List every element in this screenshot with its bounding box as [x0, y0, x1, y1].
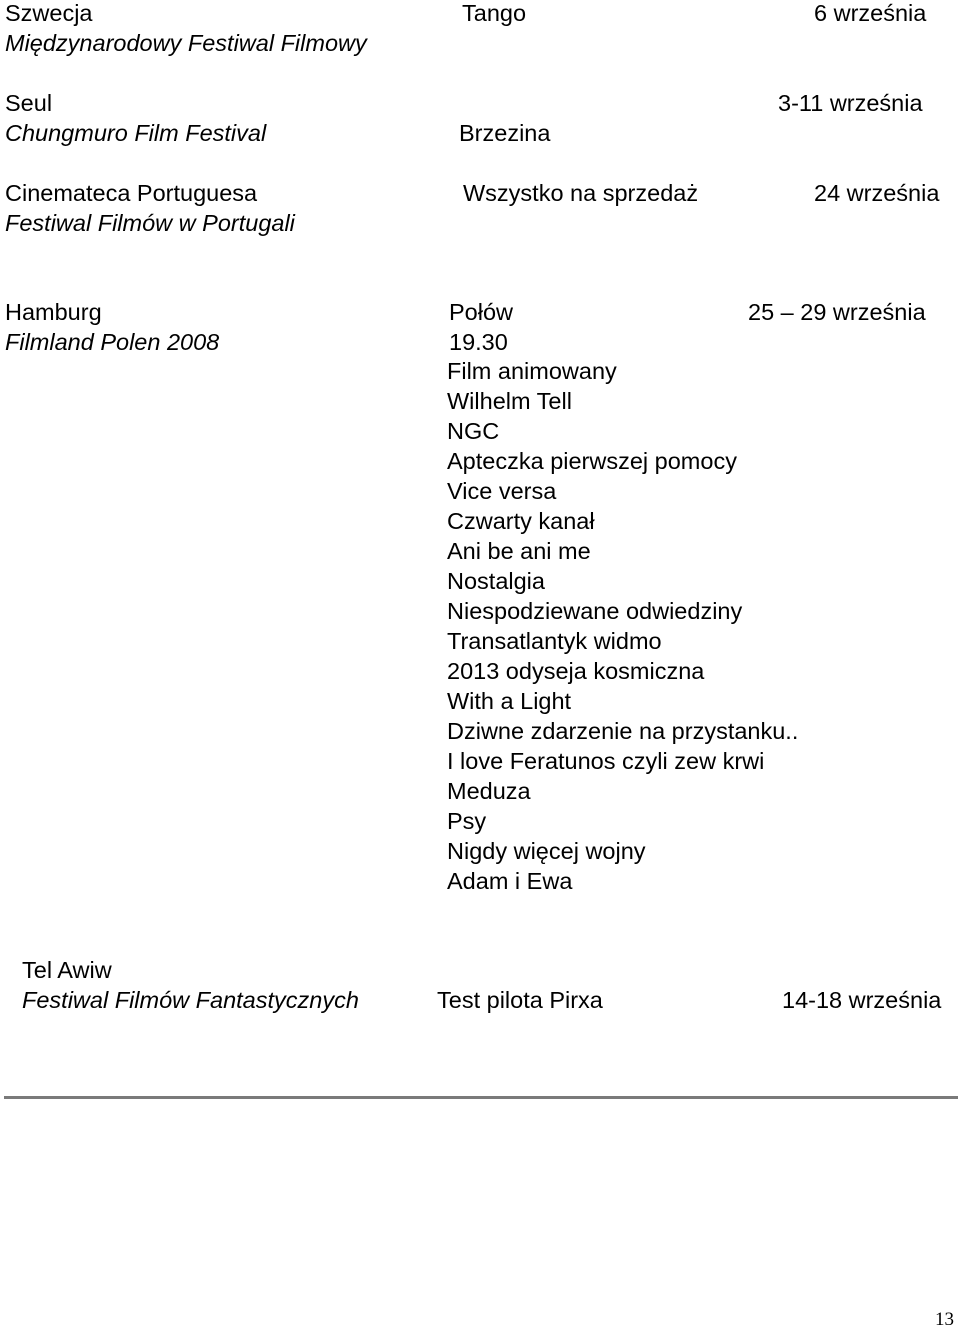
program-list [447, 356, 798, 896]
entry-film: Test pilota Pirxa [437, 987, 603, 1013]
footer-divider [4, 1096, 958, 1099]
program-item: I love Feratunos czyli zew krwi [447, 748, 765, 774]
program-item: Dziwne zdarzenie na przystanku.. [447, 718, 799, 744]
program-item: Wilhelm Tell [447, 388, 572, 414]
entry-city: Seul [5, 90, 53, 116]
entry-date: 25 – 29 września [748, 299, 926, 325]
program-item: Nigdy więcej wojny [447, 838, 646, 864]
entry-film: Brzezina [459, 120, 551, 146]
entry-film: Połów [449, 299, 514, 325]
program-item: Adam i Ewa [447, 868, 573, 894]
program-item: Vice versa [447, 478, 557, 504]
program-item: Transatlantyk widmo [447, 628, 662, 654]
entry-festival: Międzynarodowy Festiwal Filmowy [5, 30, 367, 56]
program-item: With a Light [447, 688, 572, 714]
program-item: Czwarty kanał [447, 508, 595, 534]
program-item: Nostalgia [447, 568, 545, 594]
entry-city: Cinemateca Portuguesa [5, 180, 258, 206]
program-item: Niespodziewane odwiedziny [447, 598, 743, 624]
entry-time: 19.30 [449, 329, 508, 355]
program-item: 2013 odyseja kosmiczna [447, 658, 705, 684]
program-item: Apteczka pierwszej pomocy [447, 448, 737, 474]
program-item: Ani be ani me [447, 538, 591, 564]
program-item: Psy [447, 808, 487, 834]
program-item: Meduza [447, 778, 531, 804]
entry-city: Szwecja [5, 0, 93, 26]
page-number: 13 [935, 1309, 954, 1330]
entry-city: Tel Awiw [22, 957, 112, 983]
entry-festival: Chungmuro Film Festival [5, 120, 267, 146]
entry-film: Tango [462, 0, 527, 26]
entry-film: Wszystko na sprzedaż [463, 180, 699, 206]
entry-city: Hamburg [5, 299, 102, 325]
entry-festival: Filmland Polen 2008 [5, 329, 220, 355]
entry-festival: Festiwal Filmów Fantastycznych [22, 987, 359, 1013]
entry-date: 6 września [814, 0, 927, 26]
entry-date: 14-18 września [782, 987, 942, 1013]
entry-festival: Festiwal Filmów w Portugali [5, 210, 295, 236]
entry-date: 3-11 września [778, 90, 923, 116]
program-item: Film animowany [447, 358, 617, 384]
program-item: NGC [447, 418, 500, 444]
entry-date: 24 września [814, 180, 940, 206]
